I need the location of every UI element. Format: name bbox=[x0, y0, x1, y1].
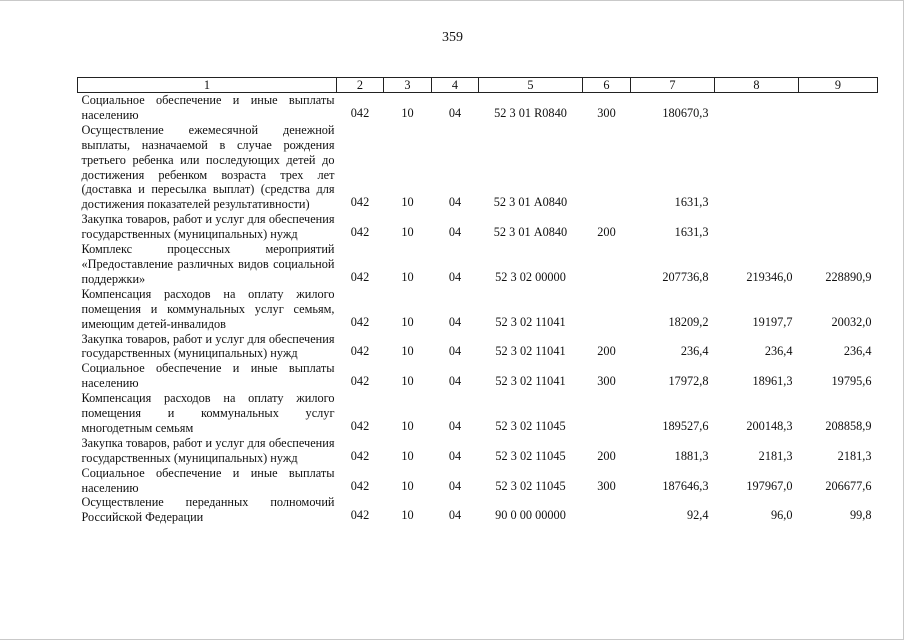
row-col-6 bbox=[583, 495, 631, 525]
row-col-9: 208858,9 bbox=[825, 418, 872, 433]
row-col-9: 236,4 bbox=[843, 344, 872, 359]
row-col-5: 90 0 00 00000 bbox=[495, 508, 566, 523]
row-col-3: 10 bbox=[401, 448, 414, 463]
row-col-7: 1631,3 bbox=[674, 195, 709, 210]
row-col-7: 207736,8 bbox=[662, 269, 709, 284]
row-col-9: 99,8 bbox=[849, 508, 872, 523]
table-body bbox=[78, 93, 878, 526]
row-col-4: 04 bbox=[448, 344, 462, 359]
row-col-6: 200 bbox=[597, 344, 616, 359]
row-col-5: 52 3 02 11041 bbox=[495, 344, 566, 359]
row-col-2: 042 bbox=[350, 195, 370, 210]
row-col-4: 04 bbox=[448, 508, 462, 523]
page-number: 359 bbox=[442, 30, 463, 45]
row-col-6 bbox=[583, 123, 631, 212]
row-col-8 bbox=[715, 93, 799, 123]
row-col-8 bbox=[715, 123, 799, 212]
row-col-9 bbox=[799, 123, 878, 212]
row-col-7: 187646,3 bbox=[662, 478, 709, 493]
row-col-3: 10 bbox=[401, 344, 414, 359]
row-col-7: 17972,8 bbox=[668, 374, 709, 389]
table-row bbox=[78, 93, 878, 123]
row-name: Социальное обеспечение и иные выплаты населению bbox=[81, 361, 335, 391]
table-row bbox=[78, 436, 878, 466]
budget-table bbox=[77, 77, 878, 525]
row-col-5: 52 3 02 11045 bbox=[495, 448, 566, 463]
row-name: Закупка товаров, работ и услуг для обеспечения государственных (муниципальных) нужд bbox=[81, 331, 335, 361]
row-col-9: 19795,6 bbox=[831, 374, 872, 389]
row-name: Социальное обеспечение и иные выплаты населению bbox=[81, 93, 335, 122]
header-cell-6: 6 bbox=[583, 78, 631, 93]
row-col-5: 52 3 01 R0840 bbox=[494, 105, 567, 120]
row-col-4: 04 bbox=[448, 269, 462, 284]
row-col-2: 042 bbox=[350, 269, 370, 284]
row-col-3: 10 bbox=[401, 374, 414, 389]
row-col-9: 228890,9 bbox=[825, 269, 872, 284]
row-col-7: 1631,3 bbox=[674, 225, 709, 240]
row-col-5: 52 3 02 11045 bbox=[495, 478, 566, 493]
table-row bbox=[78, 242, 878, 287]
row-col-4: 04 bbox=[448, 195, 462, 210]
row-col-6 bbox=[583, 242, 631, 287]
row-col-8: 197967,0 bbox=[746, 478, 793, 493]
row-col-2: 042 bbox=[350, 418, 370, 433]
row-col-6: 300 bbox=[597, 105, 616, 120]
table-row bbox=[78, 287, 878, 332]
header-row bbox=[78, 78, 878, 93]
row-name: Компенсация расходов на оплату жилого помещения и коммунальных услуг семьям, имеющим детей-инвалидов bbox=[81, 286, 335, 331]
row-col-6 bbox=[583, 391, 631, 436]
row-col-4: 04 bbox=[448, 418, 462, 433]
row-col-5: 52 3 02 00000 bbox=[495, 269, 566, 284]
row-col-4: 04 bbox=[448, 374, 462, 389]
row-col-7: 92,4 bbox=[686, 508, 709, 523]
row-col-3: 10 bbox=[401, 418, 414, 433]
row-col-2: 042 bbox=[350, 344, 370, 359]
table-row bbox=[78, 123, 878, 212]
header-cell-5: 5 bbox=[479, 78, 583, 93]
row-col-2: 042 bbox=[350, 374, 370, 389]
row-col-6: 300 bbox=[597, 374, 616, 389]
row-col-5: 52 3 02 11045 bbox=[495, 418, 566, 433]
row-col-7: 180670,3 bbox=[662, 105, 709, 120]
table-row bbox=[78, 332, 878, 362]
row-col-3: 10 bbox=[401, 508, 414, 523]
row-col-4: 04 bbox=[448, 105, 462, 120]
header-cell-7: 7 bbox=[631, 78, 715, 93]
row-col-9 bbox=[799, 212, 878, 242]
row-col-2: 042 bbox=[350, 314, 370, 329]
row-col-8: 200148,3 bbox=[746, 418, 793, 433]
row-col-7: 18209,2 bbox=[668, 314, 709, 329]
table-row bbox=[78, 495, 878, 525]
row-name: Осуществление переданных полномочий Российской Федерации bbox=[81, 495, 335, 525]
row-col-8: 236,4 bbox=[764, 344, 793, 359]
row-col-3: 10 bbox=[401, 225, 414, 240]
row-col-3: 10 bbox=[401, 478, 414, 493]
row-col-9 bbox=[799, 93, 878, 123]
row-col-3: 10 bbox=[401, 269, 414, 284]
header-cell-2: 2 bbox=[337, 78, 384, 93]
row-col-7: 236,4 bbox=[680, 344, 709, 359]
row-col-8: 19197,7 bbox=[752, 314, 793, 329]
row-col-7: 189527,6 bbox=[662, 418, 709, 433]
row-col-2: 042 bbox=[350, 478, 370, 493]
row-col-3: 10 bbox=[401, 195, 414, 210]
row-col-3: 10 bbox=[401, 314, 414, 329]
row-col-8: 18961,3 bbox=[752, 374, 793, 389]
row-col-2: 042 bbox=[350, 508, 370, 523]
row-col-5: 52 3 01 А0840 bbox=[493, 195, 568, 210]
header-cell-4: 4 bbox=[432, 78, 479, 93]
row-name: Закупка товаров, работ и услуг для обеспечения государственных (муниципальных) нужд bbox=[81, 212, 335, 242]
row-col-7: 1881,3 bbox=[674, 448, 709, 463]
row-col-2: 042 bbox=[350, 105, 370, 120]
table-row bbox=[78, 361, 878, 391]
row-col-3: 10 bbox=[401, 105, 414, 120]
row-col-6: 300 bbox=[597, 478, 616, 493]
row-col-5: 52 3 02 11041 bbox=[495, 374, 566, 389]
row-col-9: 206677,6 bbox=[825, 478, 872, 493]
row-name: Комплекс процессных мероприятий «Предоставление различных видов социальной поддержки» bbox=[81, 242, 335, 286]
row-col-6: 200 bbox=[597, 225, 616, 240]
row-col-8: 2181,3 bbox=[758, 448, 793, 463]
row-col-8: 96,0 bbox=[770, 508, 793, 523]
row-col-4: 04 bbox=[448, 478, 462, 493]
table-row bbox=[78, 466, 878, 496]
header-cell-8: 8 bbox=[715, 78, 799, 93]
row-name: Компенсация расходов на оплату жилого помещения и коммунальных услуг многодетным семьям bbox=[81, 391, 335, 435]
table-row bbox=[78, 212, 878, 242]
row-name: Закупка товаров, работ и услуг для обеспечения государственных (муниципальных) нужд bbox=[81, 435, 335, 465]
header-cell-9: 9 bbox=[799, 78, 878, 93]
row-col-9: 2181,3 bbox=[837, 448, 872, 463]
row-col-6: 200 bbox=[597, 448, 616, 463]
row-name: Осуществление ежемесячной денежной выплаты, назначаемой в случае рождения третьего ребенка или последующих детей до достижения ребенком возраста трех лет (доставка и пересылка выплат) (средства для достижения показателей результативности) bbox=[81, 122, 335, 212]
row-col-4: 04 bbox=[448, 448, 462, 463]
header-cell-1: 1 bbox=[78, 78, 337, 93]
table-row bbox=[78, 391, 878, 436]
row-col-8: 219346,0 bbox=[746, 269, 793, 284]
row-col-4: 04 bbox=[448, 225, 462, 240]
row-name: Социальное обеспечение и иные выплаты населению bbox=[81, 465, 335, 495]
header-cell-3: 3 bbox=[384, 78, 432, 93]
row-col-8 bbox=[715, 212, 799, 242]
row-col-9: 20032,0 bbox=[831, 314, 872, 329]
row-col-6 bbox=[583, 287, 631, 332]
row-col-5: 52 3 02 11041 bbox=[495, 314, 566, 329]
row-col-2: 042 bbox=[350, 225, 370, 240]
table-header bbox=[78, 78, 878, 93]
row-col-4: 04 bbox=[448, 314, 462, 329]
row-col-5: 52 3 01 А0840 bbox=[493, 225, 568, 240]
row-col-2: 042 bbox=[350, 448, 370, 463]
